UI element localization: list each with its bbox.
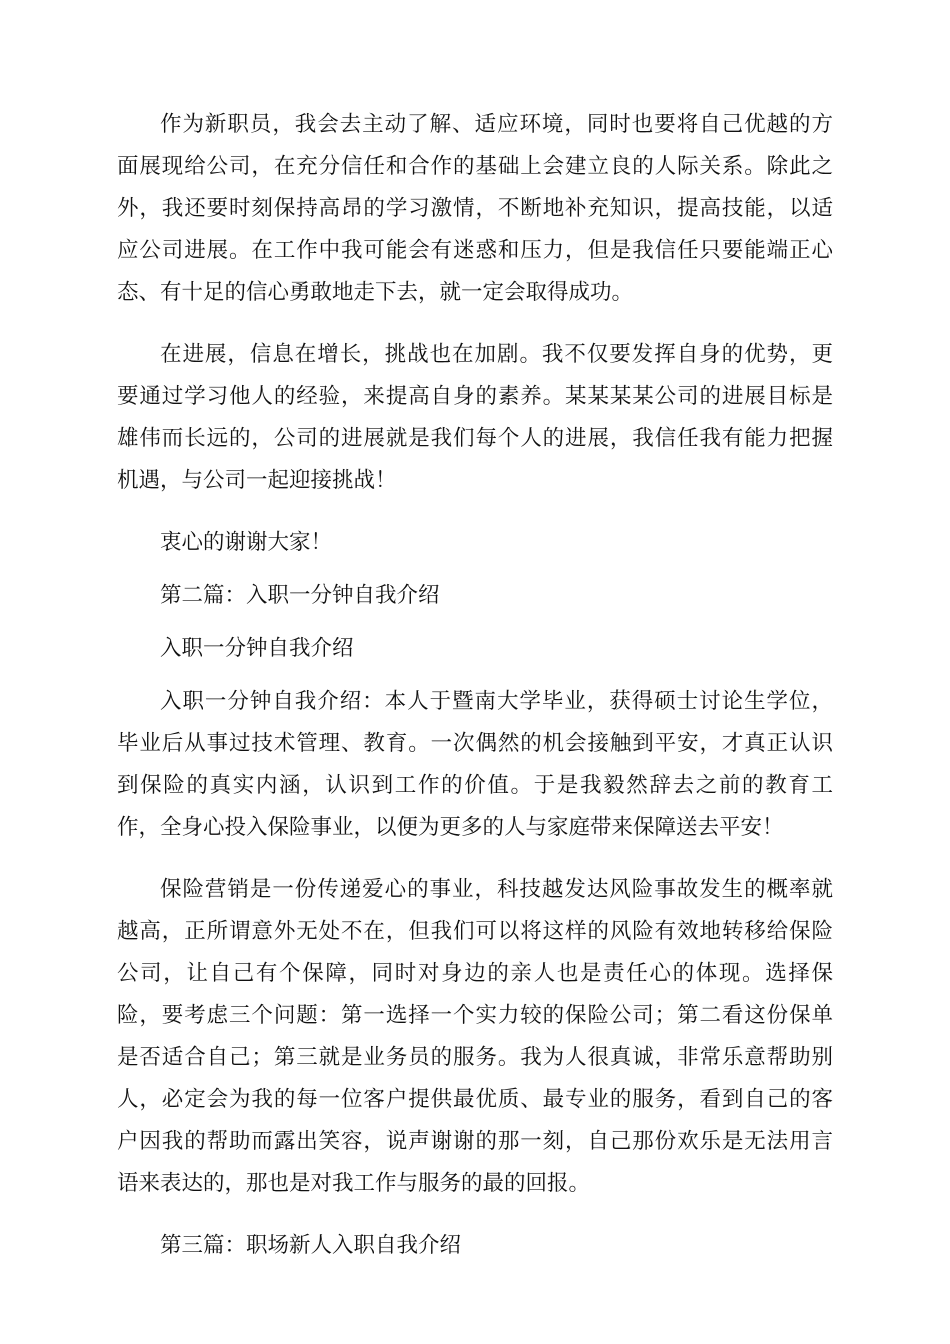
text-line: 越高，正所谓意外无处不在，但我们可以将这样的风险有效地转移给保险 (117, 919, 833, 944)
text-line: 保险营销是一份传递爱心的事业，科技越发达风险事故发生的概率就 (160, 877, 833, 902)
text-line: 态、有十足的信心勇敢地走下去，就一定会取得成功。 (117, 280, 634, 305)
text-line: 应公司进展。在工作中我可能会有迷惑和压力，但是我信任只要能端正心 (117, 238, 833, 263)
text-line: 到保险的真实内涵，认识到工作的价值。于是我毅然辞去之前的教育工 (117, 773, 833, 798)
text-line: 作，全身心投入保险事业，以便为更多的人与家庭带来保障送去平安！ (117, 815, 784, 840)
paragraph-challenge (117, 334, 833, 502)
text-line: 是否适合自己；第三就是业务员的服务。我为人很真诚，非常乐意帮助别 (117, 1045, 833, 1070)
text-line: 面展现给公司，在充分信任和合作的基础上会建立良的人际关系。除此之 (117, 154, 833, 179)
text-line: 在进展，信息在增长，挑战也在加剧。我不仅要发挥自身的优势，更 (160, 342, 833, 367)
text-line: 毕业后从事过技术管理、教育。一次偶然的机会接触到平安，才真正认识 (117, 731, 833, 756)
paragraph-insurance (117, 869, 833, 1205)
text-line: 人，必定会为我的每一位客户提供最优质、最专业的服务，看到自己的客 (117, 1087, 833, 1112)
text-line: 外，我还要时刻保持高昂的学习激情，不断地补充知识，提高技能，以适 (117, 196, 833, 221)
closing-line: 衷心的谢谢大家！ (160, 530, 333, 555)
section-heading-2: 第二篇：入职一分钟自我介绍 (160, 583, 440, 608)
text-line: 机遇，与公司一起迎接挑战！ (117, 468, 397, 493)
section-heading-3: 第三篇：职场新人入职自我介绍 (160, 1233, 462, 1258)
text-line: 要通过学习他人的经验，来提高自身的素养。某某某某公司的进展目标是 (117, 384, 833, 409)
section-subheading-2: 入职一分钟自我介绍 (160, 636, 354, 661)
text-line: 户因我的帮助而露出笑容，说声谢谢的那一刻，自己那份欢乐是无法用言 (117, 1129, 833, 1154)
text-line: 语来表达的，那也是对我工作与服务的最的回报。 (117, 1171, 591, 1196)
text-line: 雄伟而长远的，公司的进展就是我们每个人的进展，我信任我有能力把握 (117, 426, 833, 451)
text-line: 公司，让自己有个保障，同时对身边的亲人也是责任心的体现。选择保 (117, 961, 833, 986)
paragraph-new-employee (117, 104, 833, 314)
text-line: 作为新职员，我会去主动了解、适应环境，同时也要将自己优越的方 (160, 112, 833, 137)
text-line: 入职一分钟自我介绍：本人于暨南大学毕业，获得硕士讨论生学位， (160, 689, 833, 714)
text-line: 险，要考虑三个问题：第一选择一个实力较的保险公司；第二看这份保单 (117, 1003, 833, 1028)
document-body (117, 104, 833, 1278)
paragraph-self-intro (117, 681, 833, 849)
